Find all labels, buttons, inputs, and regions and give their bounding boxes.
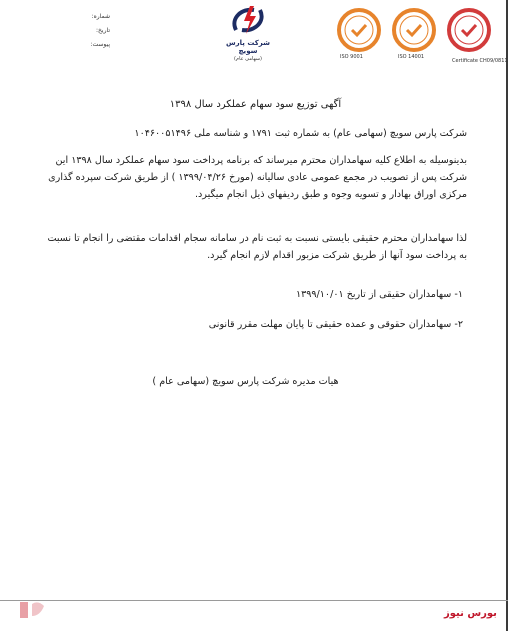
page-edge-right (506, 0, 508, 631)
notice-title: آگهی توزیع سود سهام عملکرد سال ۱۳۹۸ (169, 99, 342, 110)
sejam-paragraph: لذا سهامداران محترم حقیقی بایستی نسبت به ثبت نام در سامانه سجام اقدامات مقتضی را انجام تا نسبت به پرداخت سود آنها از طریق شرکت مزبور اقدام لازم انجام گیرد. (47, 233, 467, 261)
list-item: ۱- سهامداران حقیقی از تاریخ ۱۳۹۹/۱۰/۰۱ (295, 289, 463, 300)
letter-meta (66, 10, 110, 52)
iso-14001-label: ISO 14001 (398, 54, 425, 60)
certification-seal-icon (337, 8, 381, 60)
payment-paragraph: بدینوسیله به اطلاع کلیه سهامداران محترم میرساند که برنامه پرداخت سود سهام عملکرد سال ۱۳۹۸ این شرکت پس از تصویب در مجمع عمومی عادی سالیانه (مورخ ۱۳۹۹/۰۴/۲۶ ) از طریق شرکت سپرده گذاری مرکزی اوراق بهادار و تسویه وجوه و طبق ردیفهای ذیل انجام میگیرد. (48, 155, 467, 200)
iso-9001-badge (337, 8, 381, 60)
iso-14001-badge (392, 8, 436, 60)
watermark-stamp-icon (18, 598, 48, 620)
list-item: ۲- سهامداران حقوقی و عمده حقیقی تا پایان مهلت مقرر قانونی (208, 319, 463, 330)
certification-seal-icon (392, 8, 436, 60)
company-logo (218, 4, 278, 64)
certificate-badge (447, 8, 491, 60)
certificate-label: Certificate CH09/0811 (452, 58, 508, 64)
board-signature: هیات مدیره شرکت پارس سویچ (سهامی عام ) (152, 376, 339, 387)
certification-seal-icon (447, 8, 491, 60)
iso-9001-label: ISO 9001 (340, 54, 363, 60)
company-registration-line: شرکت پارس سویچ (سهامی عام) به شماره ثبت ۱۷۹۱ و شناسه ملی ۱۰۴۶۰۰۵۱۴۹۶ (134, 128, 467, 139)
company-name: شرکت پارس سویچ (225, 39, 271, 55)
pars-switch-logo-icon (228, 4, 268, 36)
attachment-label: پیوست: (90, 41, 110, 48)
company-type: (سهامی عام) (234, 56, 262, 62)
date-label: تاریخ: (96, 27, 110, 34)
footer-brand: بورس نیوز (444, 608, 497, 619)
page-edge-bottom (0, 600, 508, 601)
number-label: شماره: (91, 13, 110, 20)
